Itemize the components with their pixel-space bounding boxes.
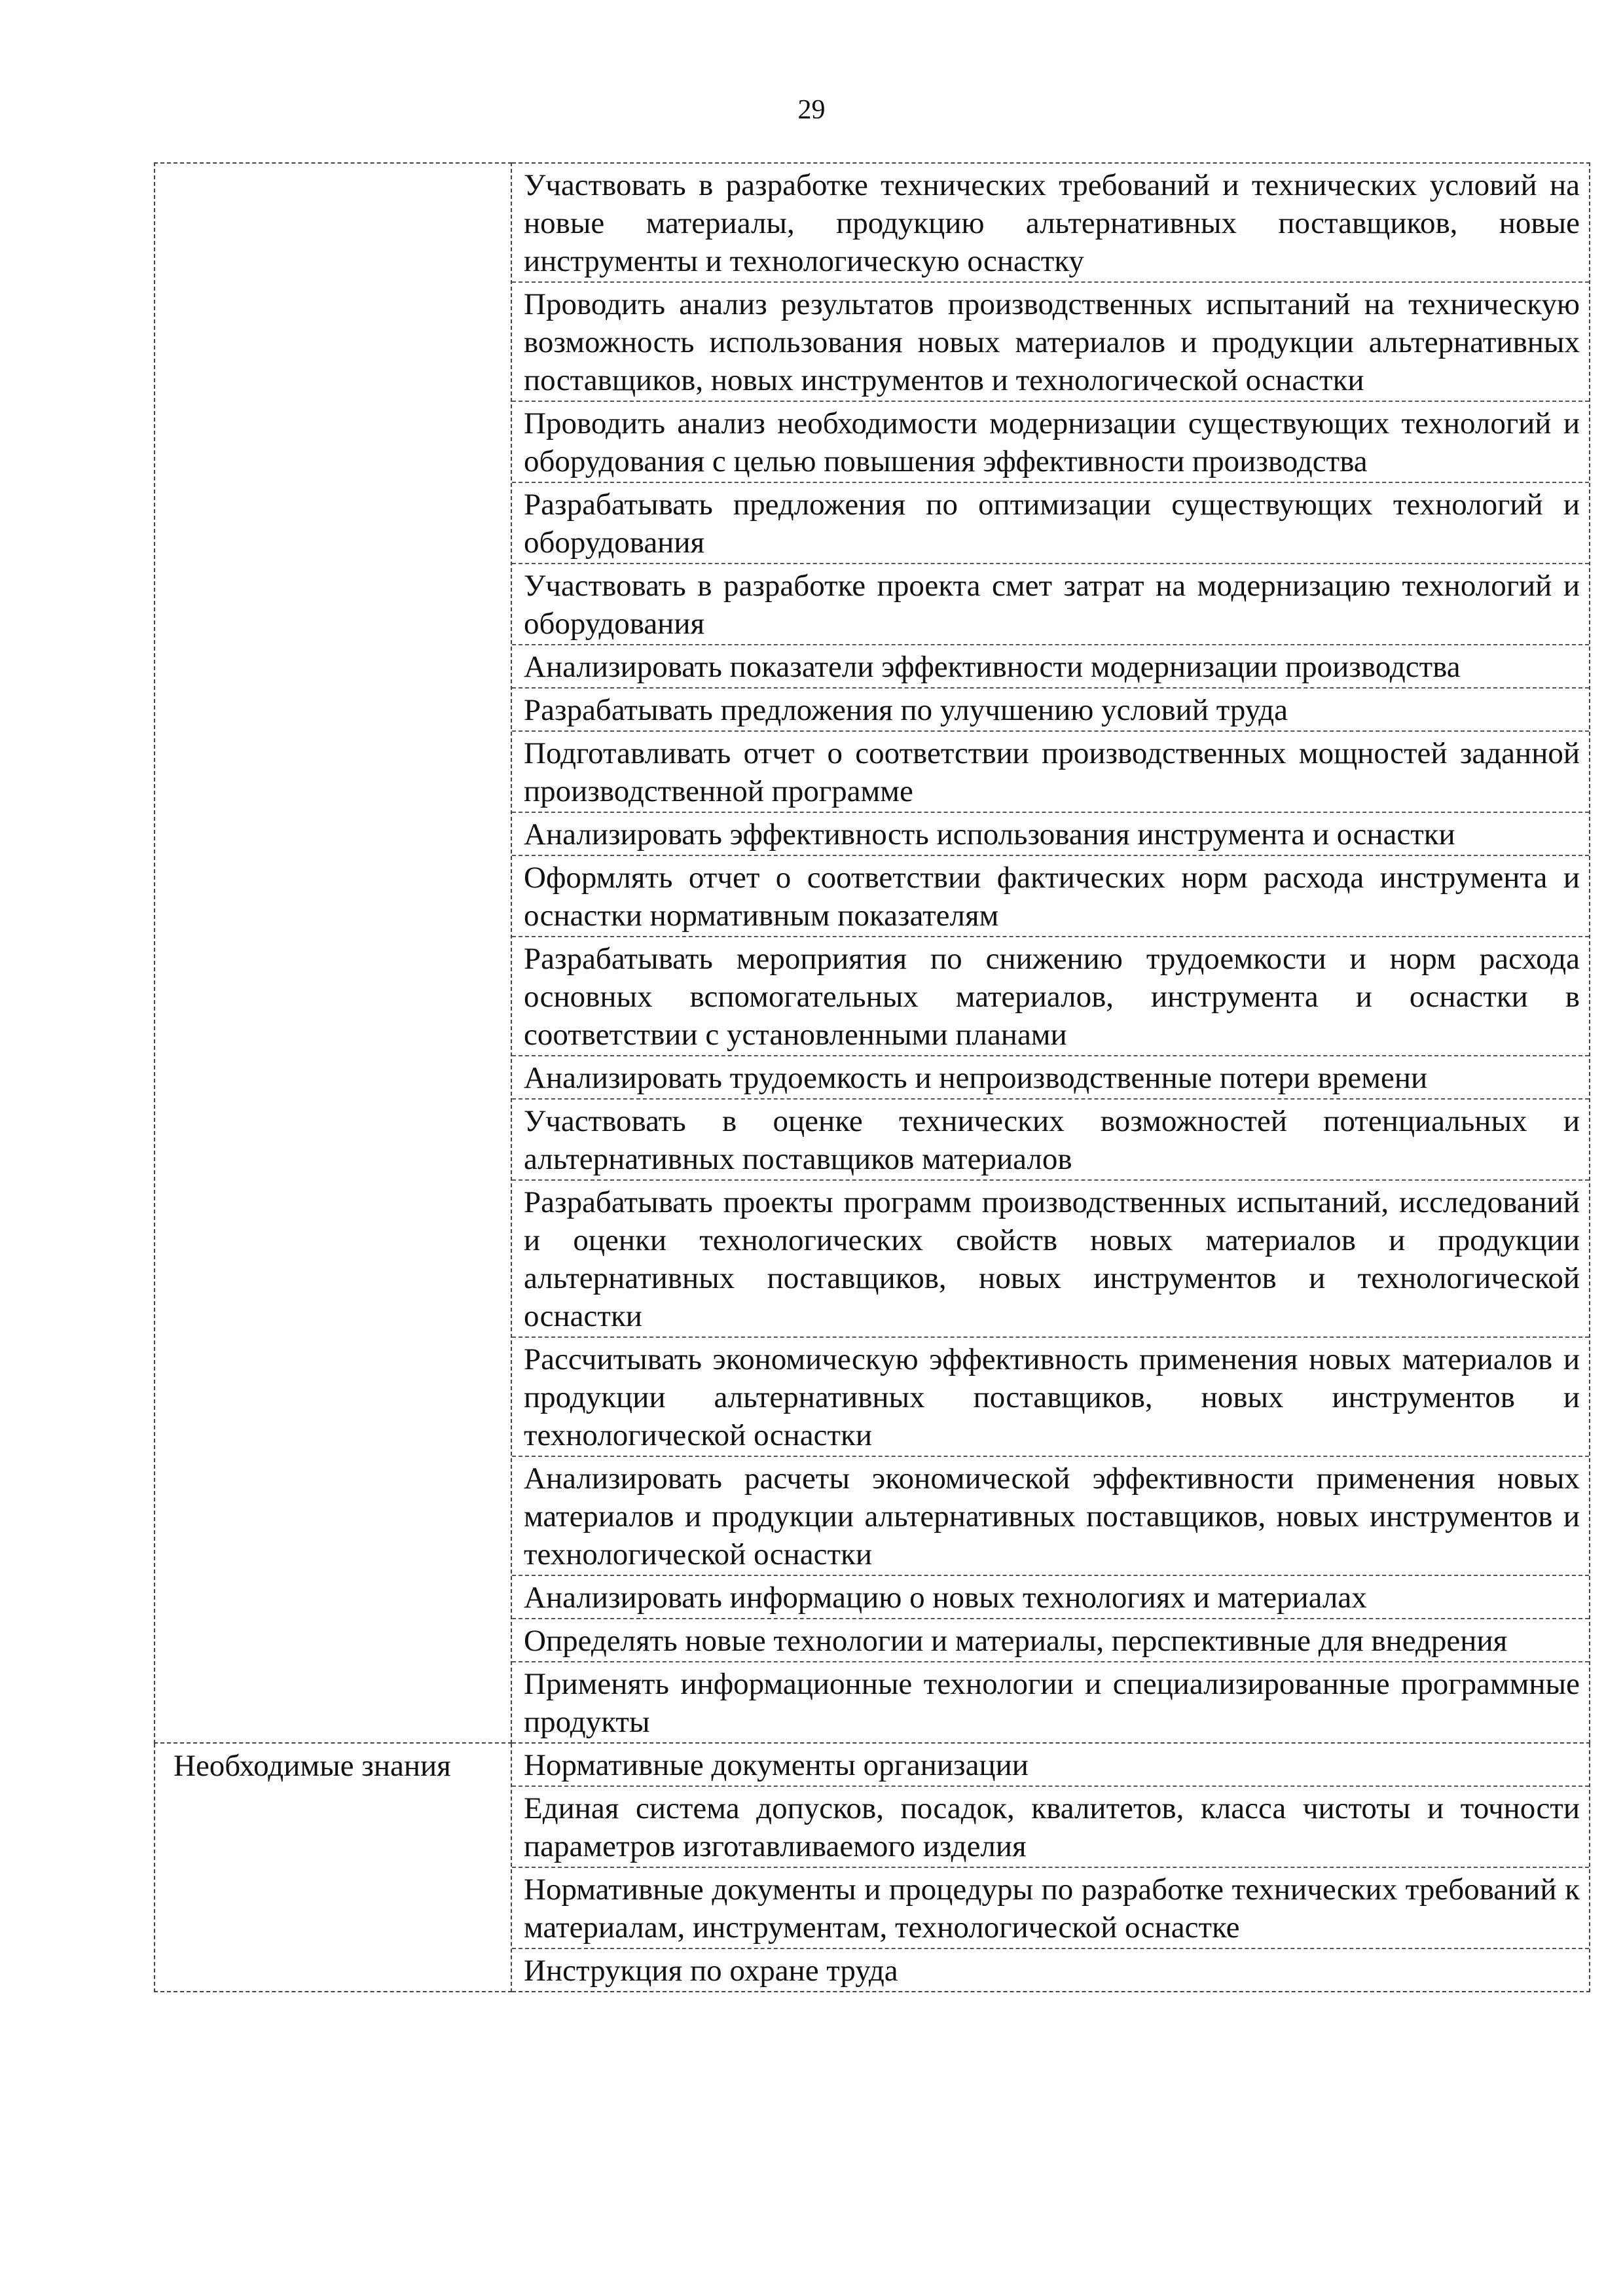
list-item: Единая система допусков, посадок, квалитетов, класса чистоты и точности параметров изготавливаемого изделия <box>512 1787 1589 1868</box>
list-item: Определять новые технологии и материалы, перспективные для внедрения <box>512 1619 1589 1662</box>
list-item: Проводить анализ необходимости модернизации существующих технологий и оборудования с целью повышения эффективности производства <box>512 402 1589 483</box>
list-item: Участвовать в оценке технических возможностей потенциальных и альтернативных поставщиков материалов <box>512 1100 1589 1181</box>
list-item: Участвовать в разработке технических требований и технических условий на новые материалы, продукцию альтернативных поставщиков, новые инструменты и технологическую оснастку <box>512 164 1589 283</box>
knowledge-items-cell <box>511 1743 1590 1992</box>
list-item: Оформлять отчет о соответствии фактических норм расхода инструмента и оснастки нормативным показателям <box>512 856 1589 937</box>
page-number: 29 <box>797 95 826 125</box>
list-item: Нормативные документы организации <box>512 1744 1589 1787</box>
list-item: Нормативные документы и процедуры по разработке технических требований к материалам, инструментам, технологической оснастке <box>512 1868 1589 1949</box>
row-label: Необходимые знания <box>173 1749 451 1783</box>
list-item: Подготавливать отчет о соответствии производственных мощностей заданной производственной программе <box>512 732 1589 813</box>
list-item: Анализировать трудоемкость и непроизводственные потери времени <box>512 1056 1589 1100</box>
skills-items-cell <box>511 163 1590 1743</box>
list-item: Применять информационные технологии и специализированные программные продукты <box>524 1667 1580 1739</box>
competency-table <box>154 162 1590 1992</box>
knowledge-row <box>155 1743 1590 1992</box>
list-item: Разрабатывать предложения по улучшению условий труда <box>512 689 1589 732</box>
list-item: Проводить анализ результатов производственных испытаний на техническую возможность использования новых материалов и продукции альтернативных поставщиков, новых инструментов и технологической оснастки <box>512 283 1589 402</box>
skills-row <box>155 163 1590 1743</box>
list-item: Анализировать информацию о новых технологиях и материалах <box>512 1576 1589 1619</box>
skills-label-cell <box>155 163 511 1743</box>
list-item: Анализировать эффективность использования инструмента и оснастки <box>512 813 1589 856</box>
knowledge-label-cell <box>155 1743 511 1992</box>
list-item: Анализировать расчеты экономической эффективности применения новых материалов и продукции альтернативных поставщиков, новых инструментов и технологической оснастки <box>512 1457 1589 1576</box>
list-item: Разрабатывать проекты программ производственных испытаний, исследований и оценки технологических свойств новых материалов и продукции альтернативных поставщиков, новых инструментов и технологической оснастки <box>512 1181 1589 1338</box>
list-item: Разрабатывать предложения по оптимизации существующих технологий и оборудования <box>512 483 1589 564</box>
list-item: Анализировать показатели эффективности модернизации производства <box>512 645 1589 689</box>
list-item: Участвовать в разработке проекта смет затрат на модернизацию технологий и оборудования <box>512 564 1589 645</box>
list-item: Инструкция по охране труда <box>524 1954 898 1988</box>
list-item: Рассчитывать экономическую эффективность применения новых материалов и продукции альтернативных поставщиков, новых инструментов и технологической оснастки <box>512 1338 1589 1457</box>
row-label <box>155 164 511 170</box>
list-item: Разрабатывать мероприятия по снижению трудоемкости и норм расхода основных вспомогательных материалов, инструмента и оснастки в соответствии с установленными планами <box>512 937 1589 1056</box>
